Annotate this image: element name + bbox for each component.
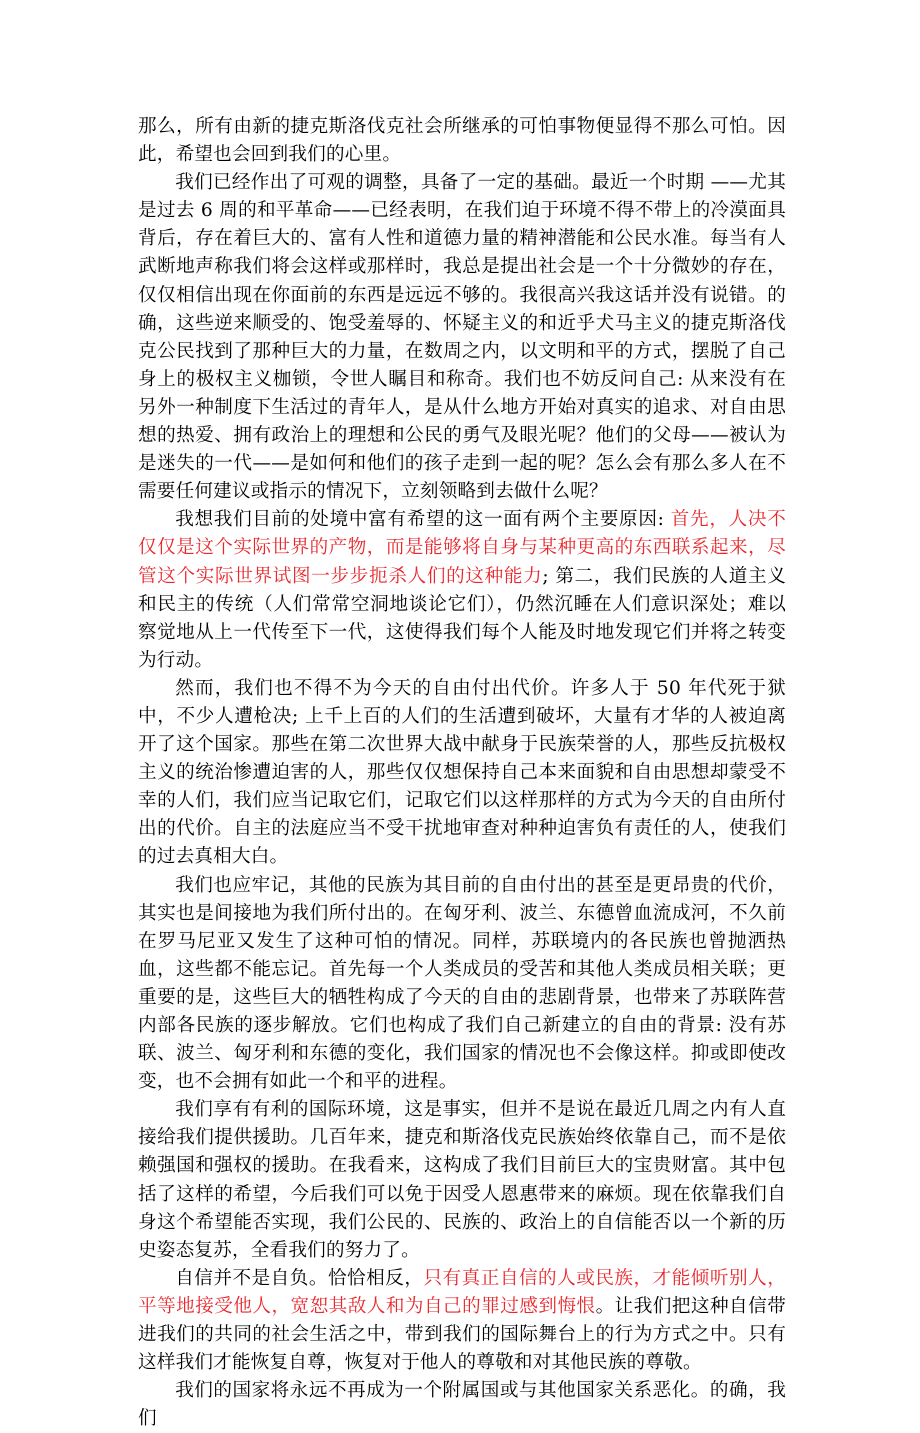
paragraph-3-text-b: ; 第二，我们民族的人道主义和民主的传统（人们常常空洞地谈论它们），仍然沉睡在人们意识深处；难以察觉地从上一代传至下一代，这使得我们每个人能及时地发现它们并将之转变为行动。 xyxy=(138,565,786,671)
paragraph-6 xyxy=(138,1096,786,1265)
paragraph-2 xyxy=(138,169,786,506)
paragraph-7 xyxy=(138,1265,786,1377)
paragraph-8 xyxy=(138,1377,786,1433)
paragraph-3-text-a: 我想我们目前的处境中富有希望的这一面有两个主要原因: xyxy=(175,509,671,531)
paragraph-4 xyxy=(138,675,786,872)
paragraph-3 xyxy=(138,506,786,675)
paragraph-6-text: 我们享有有利的国际环境，这是事实，但并不是说在最近几周之内有人直接给我们提供援助。几百年来，捷克和斯洛伐克民族始终依靠自己，而不是依赖强国和强权的援助。在我看来，这构成了我们目前巨大的宝贵财富。其中包括了这样的希望，今后我们可以免于因受人恩惠带来的麻烦。现在依靠我们自身这个希望能否实现，我们公民的、民族的、政治上的自信能否以一个新的历史姿态复苏，全看我们的努力了。 xyxy=(138,1099,786,1261)
paragraph-1-text: 那么，所有由新的捷克斯洛伐克社会所继承的可怕事物便显得不那么可怕。因此，希望也会回到我们的心里。 xyxy=(138,116,786,166)
document-body xyxy=(138,113,786,1433)
paragraph-1 xyxy=(138,113,786,169)
paragraph-3-highlight: 首先，人决不仅仅是这个实际世界的产物，而是能够将自身与某种更高的东西联系起来，尽管这个实际世界试图一步步扼杀人们的这种能力 xyxy=(138,509,787,587)
paragraph-7-text-b: 。让我们把这种自信带进我们的共同的社会生活之中，带到我们的国际舞台上的行为方式之中。只有这样我们才能恢复自尊，恢复对于他人的尊敬和对其他民族的尊敬。 xyxy=(138,1295,786,1374)
paragraph-8-text: 我们的国家将永远不再成为一个附属国或与其他国家关系恶化。的确，我们 xyxy=(138,1380,786,1430)
paragraph-7-text-a: 自信并不是自负。恰恰相反， xyxy=(175,1267,424,1289)
paragraph-2-text: 我们已经作出了可观的调整，具备了一定的基础。最近一个时期 ——尤其是过去 6 周的和平革命——已经表明，在我们迫于环境不得不带上的冷漠面具背后，存在着巨大的、富有人性和道德力量的精神潜能和公民水准。每当有人武断地声称我们将会这样或那样时，我总是提出社会是一个十分微妙的存在，仅仅相信出现在你面前的东西是远远不够的。我很高兴我这话并没有说错。的确，这些逆来顺受的、饱受羞辱的、怀疑主义的和近乎犬马主义的捷克斯洛伐克公民找到了那种巨大的力量，在数周之内，以文明和平的方式，摆脱了自己身上的极权主义枷锁，令世人瞩目和称奇。我们也不妨反问自己: 从来没有在另外一种制度下生活过的青年人，是从什么地方开始对真实的追求、对自由思想的热爱、拥有政治上的理想和公民的勇气及眼光呢？他们的父母——被认为是迷失的一代——是如何和他们的孩子走到一起的呢？怎么会有那么多人在不需要任何建议或指示的情况下，立刻领略到去做什么呢？ xyxy=(138,172,786,503)
paragraph-5-text: 我们也应牢记，其他的民族为其目前的自由付出的甚至是更昂贵的代价，其实也是间接地为我们所付出的。在匈牙利、波兰、东德曾血流成河，不久前在罗马尼亚又发生了这种可怕的情况。同样，苏联境内的各民族也曾抛洒热血，这些都不能忘记。首先每一个人类成员的受苦和其他人类成员相关联；更重要的是，这些巨大的牺牲构成了今天的自由的悲剧背景，也带来了苏联阵营内部各民族的逐步解放。它们也构成了我们自己新建立的自由的背景: 没有苏联、波兰、匈牙利和东德的变化，我们国家的情况也不会像这样。抑或即使改变，也不会拥有如此一个和平的进程。 xyxy=(138,874,786,1093)
paragraph-4-text: 然而，我们也不得不为今天的自由付出代价。许多人于 50 年代死于狱中，不少人遭枪决; 上千上百的人们的生活遭到破坏，大量有才华的人被迫离开了这个国家。那些在第二次世界大战中献身于民族荣誉的人，那些反抗极权主义的统治惨遭迫害的人，那些仅仅想保持自己本来面貌和自由思想却蒙受不幸的人们，我们应当记取它们，记取它们以这样那样的方式为今天的自由所付出的代价。自主的法庭应当不受干扰地审查对种种迫害负有责任的人，使我们的过去真相大白。 xyxy=(138,677,786,868)
paragraph-7-highlight: 只有真正自信的人或民族，才能倾听别人，平等地接受他人，宽恕其敌人和为自己的罪过感到悔恨 xyxy=(138,1267,786,1317)
paragraph-5 xyxy=(138,872,786,1097)
